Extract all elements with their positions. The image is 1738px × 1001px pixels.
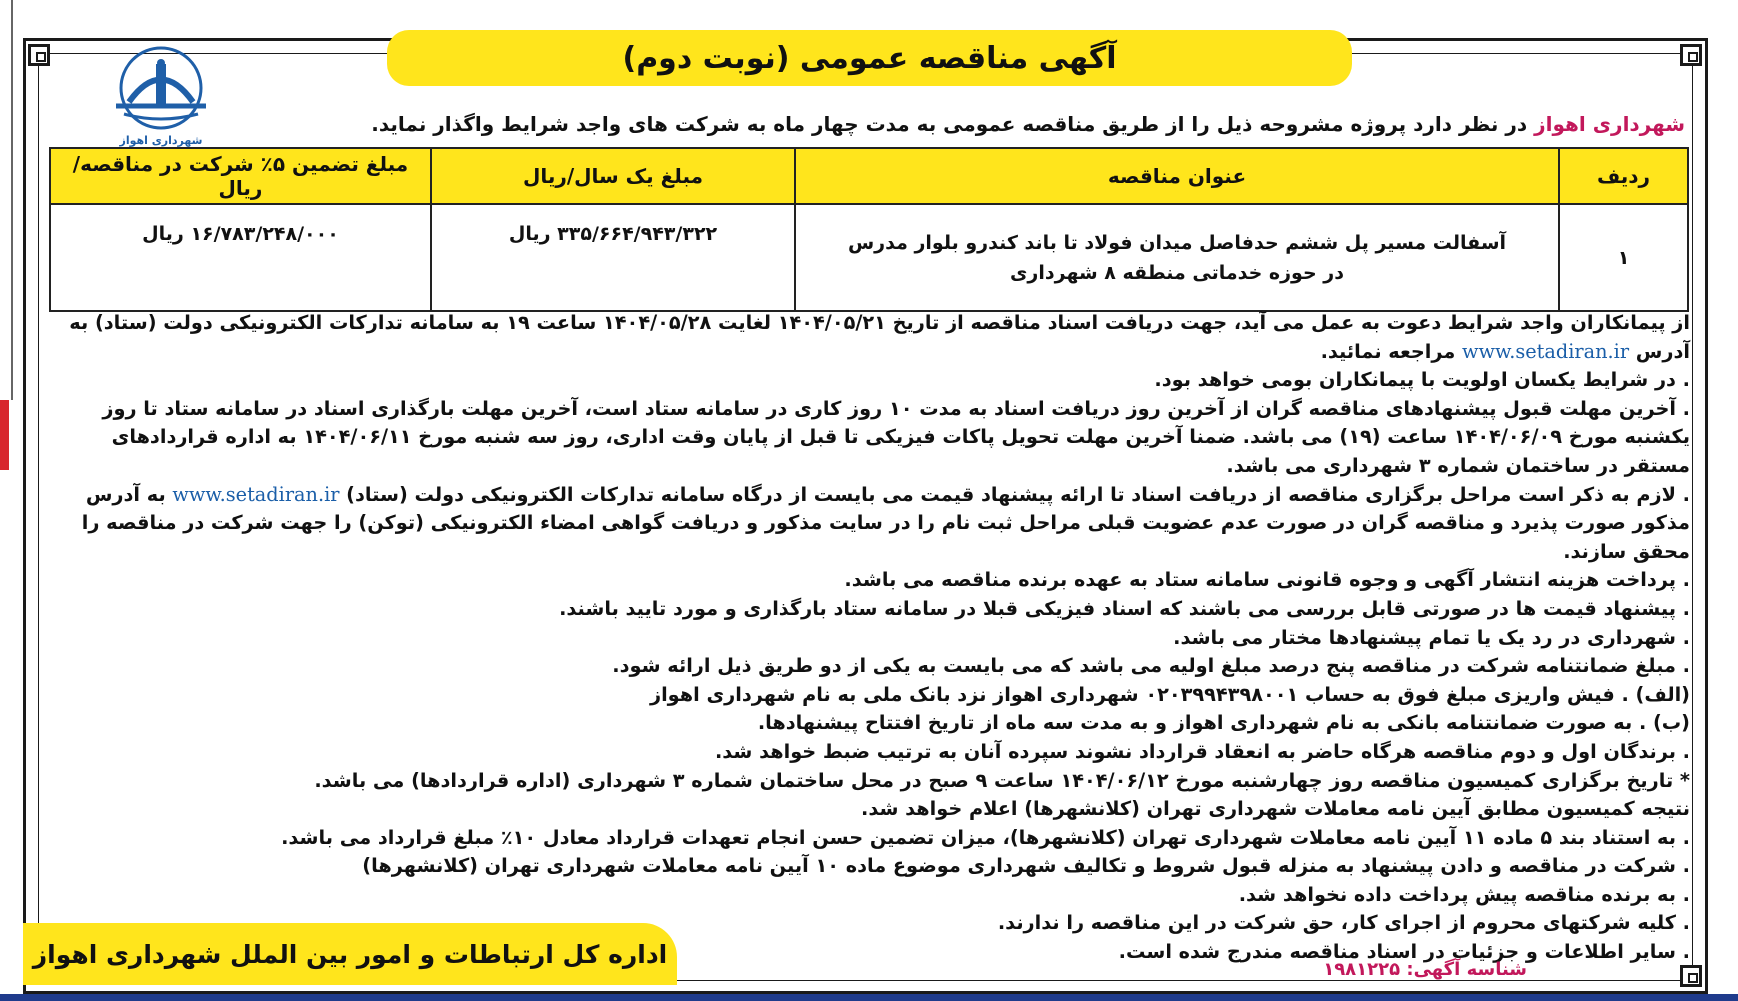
cell-row-number: ۱ [1559,204,1688,311]
condition-paragraph [50,309,1690,366]
condition-paragraph: . شرکت در مناقصه و دادن پیشنهاد به منزله قبول شروط و تکالیف شهرداری موضوع ماده ۱۰ آیین نامه معاملات شهرداری تهران (کلانشهرها) [362,854,1690,878]
table-header-row [50,148,1688,204]
condition-paragraph: . کلیه شرکتهای محروم از اجرای کار، حق شرکت در این مناقصه را ندارند. [997,911,1690,935]
condition-paragraph: . مبلغ ضمانتنامه شرکت در مناقصه پنج درصد مبلغ اولیه می باشد که می بایست به یکی از دو طریق ذیل ارائه شود. [612,654,1690,678]
organization-name: شهرداری اهواز [1534,112,1685,136]
table-row [50,204,1688,311]
header-title: عنوان مناقصه [795,148,1559,204]
top-clipped-strip [0,0,1738,16]
corner-ornament [28,44,50,66]
cell-title [795,204,1559,311]
condition-paragraph: . آخرین مهلت قبول پیشنهادهای مناقصه گران از آخرین روز دریافت اسناد به مدت ۱۰ روز کاری در سامانه ستاد است، آخرین مهلت بارگذاری اسناد در سامانه ستاد تا روز یکشنبه مورخ ۱۴۰۴/۰۶/۰۹ ساعت (۱۹) می باشد. ضمنا آخرین مهلت تحویل پاکات فیزیکی تا قبل از پایان وقت اداری، روز سه شنبه مورخ ۱۴۰۴/۰۶/۱۱ به اداره قراردادهای مستقر در ساختمان شماره ۳ شهرداری می باشد. [102,396,1690,477]
condition-paragraph: . پرداخت هزینه انتشار آگهی و وجوه قانونی سامانه ستاد به عهده برنده مناقصه می باشد. [844,568,1690,592]
condition-paragraph: . سایر اطلاعات و جزئیات در اسناد مناقصه مندرج شده است. [1118,940,1690,964]
header-annual-amount: مبلغ یک سال/ریال [431,148,795,204]
tender-table [49,147,1689,312]
footer-office-banner: اداره کل ارتباطات و امور بین الملل شهرداری اهواز [23,923,677,985]
bottom-band [0,994,1738,1001]
condition-paragraph: (الف) . فیش واریزی مبلغ فوق به حساب ۰۲۰۳۹۹۴۳۹۸۰۰۱ شهرداری اهواز نزد بانک ملی به نام شهرداری اهواز [649,682,1690,706]
condition-text: به آدرس مذکور صورت پذیرد و مناقصه گران در صورت عدم عضویت قبلی مراحل ثبت نام را در سایت مذکور و دریافت گواهی امضاء الکترونیکی (توکن) را جهت شرکت در مناقصه را محقق سازند. [81,482,1690,563]
ad-identifier [1323,959,1527,980]
ad-id-label: شناسه آگهی: [1400,959,1527,980]
condition-text: از پیمانکاران واجد شرایط دعوت به عمل می آید، جهت دریافت اسناد مناقصه از تاریخ ۱۴۰۴/۰۵/۲۱ لغایت ۱۴۰۴/۰۵/۲۸ ساعت ۱۹ به سامانه تدارکات الکترونیکی دولت (ستاد) به آدرس [69,311,1690,363]
corner-ornament [1680,965,1702,987]
logo-caption: شهرداری اهواز [119,134,203,147]
cell-title-line1: آسفالت مسیر پل ششم حدفاصل میدان فولاد تا باند کندرو بلوار مدرس [847,231,1507,254]
condition-text: مراجعه نمائید. [1320,339,1462,363]
corner-ornament [1680,44,1702,66]
intro-text: در نظر دارد پروژه مشروحه ذیل را از طریق مناقصه عمومی به مدت چهار ماه به شرکت های واجد شرایط واگذار نماید. [371,112,1535,136]
condition-paragraph: (ب) . به صورت ضمانتنامه بانکی به نام شهرداری اهواز و به مدت سه ماه از تاریخ افتتاح پیشنهادها. [757,711,1690,735]
condition-text: . لازم به ذکر است مراحل برگزاری مناقصه از دریافت اسناد تا ارائه پیشنهاد قیمت می بایست از درگاه سامانه تدارکات الکترونیکی دولت (ستاد) [339,482,1690,506]
condition-paragraph: * تاریخ برگزاری کمیسیون مناقصه روز چهارشنبه مورخ ۱۴۰۴/۰۶/۱۲ ساعت ۹ صبح در محل ساختمان شماره ۳ شهرداری (اداره قراردادها) می باشد. [314,768,1690,792]
setadiran-link[interactable]: www.setadiran.ir [172,482,340,506]
left-edge-line [11,0,13,400]
setadiran-link[interactable]: www.setadiran.ir [1462,339,1630,363]
conditions-body [50,309,1690,967]
condition-paragraph: نتیجه کمیسیون مطابق آیین نامه معاملات شهرداری تهران (کلانشهرها) اعلام خواهد شد. [861,797,1690,821]
cell-guarantee-amount: ۱۶/۷۸۳/۲۴۸/۰۰۰ ریال [50,204,431,311]
ad-id-value: ۱۹۸۱۲۲۵ [1323,959,1401,980]
header-row-number: ردیف [1559,148,1688,204]
condition-paragraph: . پیشنهاد قیمت ها در صورتی قابل بررسی می باشند که اسناد فیزیکی قبلا در سامانه ستاد بارگذاری و مورد تایید باشند. [559,596,1690,620]
condition-paragraph: . در شرایط یکسان اولویت با پیمانکاران بومی خواهد بود. [1154,368,1690,392]
intro-paragraph [65,112,1685,136]
left-edge-red-mark [0,400,9,470]
condition-paragraph: . برندگان اول و دوم مناقصه هرگاه حاضر به انعقاد قرارداد نشوند سپرده آنان به ترتیب ضبط خواهد شد. [714,739,1690,763]
condition-paragraph: . به برنده مناقصه پیش پرداخت داده نخواهد شد. [1238,882,1690,906]
condition-paragraph: . شهرداری در رد یک یا تمام پیشنهادها مختار می باشد. [1173,625,1690,649]
condition-paragraph [50,481,1690,567]
cell-title-line2: در حوزه خدماتی منطقه ۸ شهرداری [1010,261,1344,284]
notice-title: آگهی مناقصه عمومی (نوبت دوم) [387,30,1352,86]
cell-annual-amount: ۳۳۵/۶۶۴/۹۴۳/۳۲۲ ریال [431,204,795,311]
condition-paragraph: . به استناد بند ۵ ماده ۱۱ آیین نامه معاملات شهرداری تهران (کلانشهرها)، میزان تضمین حسن انجام تعهدات قرارداد معادل ۱۰٪ مبلغ قرارداد می باشد. [281,825,1690,849]
header-guarantee-amount: مبلغ تضمین ۵٪ شرکت در مناقصه/ریال [50,148,431,204]
